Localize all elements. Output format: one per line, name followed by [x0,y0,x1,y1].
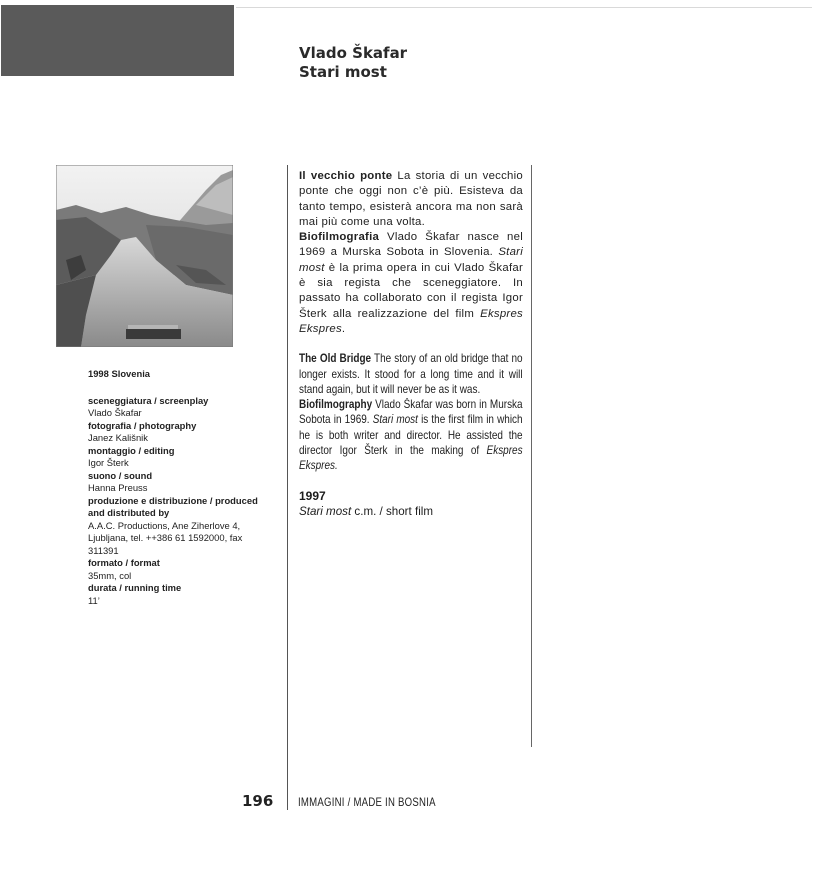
credits-panel [88,368,258,607]
center-divider [287,165,288,810]
italian-bio-film-2: Ekspres Ekspres [299,307,523,335]
italian-bio-text-2: è la prima opera in cui Vlado Škafar è sia regista che sceneggiatore. In passato ha collaborato con il regista Igor Šterk alla realizzazione del film [299,261,524,320]
credit-label-screenplay: sceneggiatura / screenplay [88,394,209,406]
filmography-entry [299,504,523,520]
credit-label-format: formato / format [88,557,160,568]
italian-biofilmography [299,230,523,337]
english-synopsis [299,351,523,397]
italian-bio-text-1: Vlado Škafar nasce nel 1969 a Murska Sobota in Slovenia. [299,231,523,259]
year-country: 1998 Slovenia [88,368,151,379]
page-number: 196 [242,792,274,810]
english-synopsis-text: The story of an old bridge that no longer exists. It stood for a long time and it will stand again, but it will never be as it was. [299,352,523,396]
title-block [299,44,407,82]
italian-bio-heading: Biofilmografia [299,231,380,244]
italian-synopsis-heading: Il vecchio ponte [299,170,393,182]
filmography-type: c.m. / short film [354,504,434,518]
credit-label-photography: fotografia / photography [88,419,197,431]
italian-synopsis-text: La storia di un vecchio ponte che oggi non c’è più. Esisteva da tanto tempo, esisterà ancora ma non sarà mai più come una volta. [299,170,523,228]
credit-value-sound: Hanna Preuss [88,482,148,493]
credit-value-screenplay: Vlado Škafar [88,407,142,418]
italian-synopsis [299,169,523,230]
credit-value-photography: Janez Kališnik [88,432,148,443]
english-bio-text-2: is the first film in which he is both writer and director. He assisted the director Igor Šterk in the making of [299,413,523,458]
right-divider [531,165,532,747]
filmography-film: Stari most [299,504,352,518]
credit-label-editing: montaggio / editing [88,444,175,456]
director-name: Vlado Škafar [299,44,408,62]
english-bio-film-2: Ekspres Ekspres. [299,444,523,473]
film-still-image [56,165,233,347]
credit-label-running-time: durata / running time [88,582,182,593]
credit-value-editing: Igor Šterk [88,457,129,468]
english-bio-text-1: Vlado Škafar was born in Murska Sobota in 1969. [299,398,523,427]
header-gray-block [1,5,234,76]
english-synopsis-heading: The Old Bridge [299,352,372,366]
section-title: IMMAGINI / MADE IN BOSNIA [298,795,436,809]
credit-label-production: produzione e distribuzione / produced and distributed by [88,494,258,518]
italian-bio-film-1: Stari most [299,246,523,274]
italian-bio-text-3: . [341,322,346,335]
top-rule [236,7,812,8]
credit-value-running-time: 11’ [88,594,100,606]
credit-label-sound: suono / sound [88,469,153,481]
film-title: Stari most [299,63,387,81]
english-bio-heading: Biofilmography [299,398,373,412]
text-column [299,169,523,520]
english-bio-film-1: Stari most [372,413,418,427]
filmography-year: 1997 [299,488,326,503]
credit-value-format: 35mm, col [88,569,132,581]
english-biofilmography [299,397,523,473]
credit-value-production: A.A.C. Productions, Ane Ziherlove 4, Ljubljana, tel. ++386 61 1592000, fax 311391 [88,519,243,556]
film-still-photo [56,165,233,347]
